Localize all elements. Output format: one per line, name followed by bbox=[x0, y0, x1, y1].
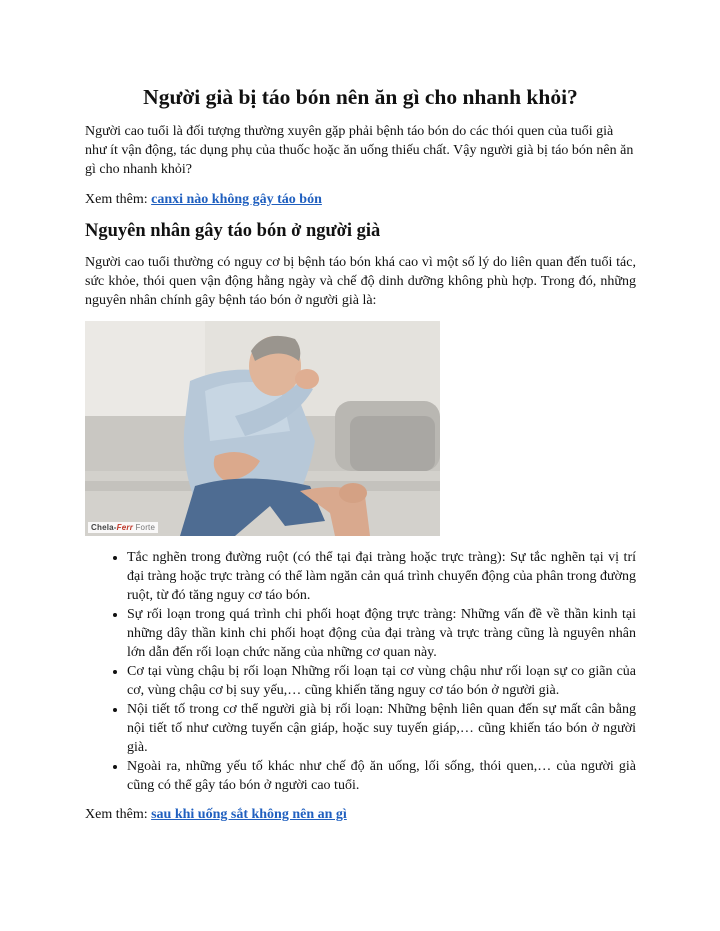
intro-paragraph: Người cao tuổi là đối tượng thường xuyên gặp phải bệnh táo bón do các thói quen của tuổi già như ít vận động, tác dụng phụ của thuốc hoặc ăn uống thiếu chất. Vậy người già bị táo bón nên ăn gì cho nhanh khỏi? bbox=[85, 124, 634, 177]
see-also-2 bbox=[85, 805, 636, 824]
article-photo bbox=[85, 321, 440, 536]
list-item: • Tắc nghẽn trong đường ruột (có thể tại đại tràng hoặc trực tràng): Sự tắc nghẽn tại vị trí đại tràng hoặc trực tràng có thể làm ngăn cản quá trình chuyển động của phân trong đường ruột, từ đó tăng nguy cơ táo bón. bbox=[127, 548, 636, 605]
list-item: • Ngoài ra, những yếu tố khác như chế độ ăn uống, lối sống, thói quen,… của người già cũng có thể gây táo bón ở người cao tuổi. bbox=[127, 757, 636, 795]
causes-list bbox=[85, 548, 636, 795]
see-also-1-prefix: Xem thêm: bbox=[85, 192, 152, 207]
article-title: Người già bị táo bón nên ăn gì cho nhanh khỏi? bbox=[143, 85, 578, 109]
section-intro-paragraph: Người cao tuổi thường có nguy cơ bị bệnh táo bón khá cao vì một số lý do liên quan đến tuổi tác, sức khỏe, thói quen vận động hằng ngày và chế độ dinh dưỡng không phù hợp. Trong đó, những nguyên nhân chính gây bệnh táo bón ở người già là: bbox=[85, 255, 636, 308]
see-also-2-link[interactable]: sau khi uống sắt không nên an gì bbox=[151, 807, 347, 822]
man-with-stomach-ache-illustration bbox=[85, 321, 440, 536]
see-also-1 bbox=[85, 190, 636, 209]
photo-logo: Chela-Ferr Forte bbox=[88, 522, 158, 533]
see-also-1-link[interactable]: canxi nào không gây táo bón bbox=[151, 192, 322, 207]
list-item: • Sự rối loạn trong quá trình chi phối hoạt động trực tràng: Những vấn đề về thần kinh tại những dây thần kinh chi phối hoạt động của đại tràng và trực tràng cũng là nguyên nhân lớn dẫn đến rối loạn chức năng của những cơ quan này. bbox=[127, 605, 636, 662]
see-also-2-prefix: Xem thêm: bbox=[85, 807, 152, 822]
section-heading: Nguyên nhân gây táo bón ở người già bbox=[85, 221, 381, 241]
list-item: • Cơ tại vùng chậu bị rối loạn Những rối loạn tại cơ vùng chậu như rối loạn sự co giãn của cơ, vùng chậu cơ bị suy yếu,… cũng khiến tăng nguy cơ táo bón ở người già. bbox=[127, 662, 636, 700]
list-item: • Nội tiết tố trong cơ thể người già bị rối loạn: Những bệnh liên quan đến sự mất cân bằng nội tiết tố như cường tuyến cận giáp, hoặc suy tuyến giáp,… cũng khiến táo bón ở người già. bbox=[127, 700, 636, 757]
